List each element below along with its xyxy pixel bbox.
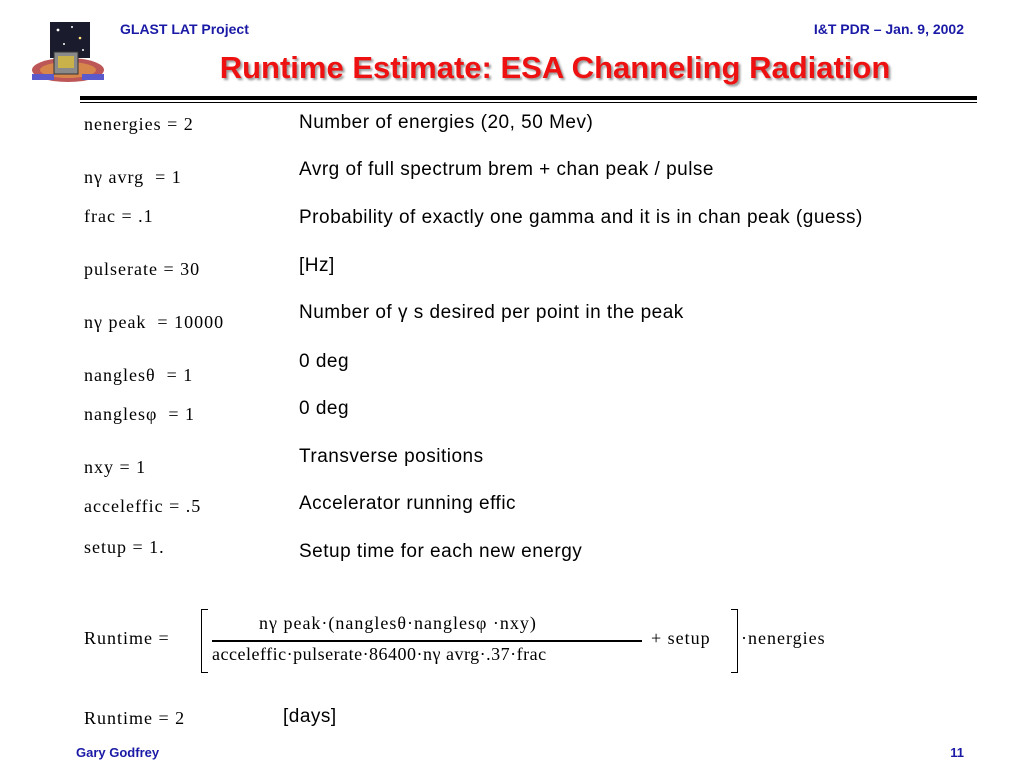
param-nenergies: nenergies = 2	[84, 114, 194, 134]
formula-times-nenergies: ·nenergies	[741, 628, 826, 648]
param-pulserate-desc: [Hz]	[299, 255, 335, 276]
title-divider-thick	[80, 96, 977, 100]
param-ngamma-avrg-desc: Avrg of full spectrum brem + chan peak / pulse	[299, 159, 714, 180]
param-pulserate: pulserate = 30	[84, 259, 201, 279]
param-setup: setup = 1.	[84, 537, 165, 557]
param-ngamma-avrg: nγ avrg = 1	[84, 167, 182, 187]
slide-title: Runtime Estimate: ESA Channeling Radiation	[219, 50, 891, 85]
formula-numerator: nγ peak·(nanglesθ·nanglesφ ·nxy)	[259, 613, 537, 633]
param-acceleffic-desc: Accelerator running effic	[299, 493, 517, 514]
param-nxy-desc: Transverse positions	[299, 446, 484, 467]
param-nenergies-desc: Number of energies (20, 50 Mev)	[299, 112, 594, 133]
param-ngamma-peak-desc: Number of γ s desired per point in the peak	[299, 302, 684, 323]
param-nangles-theta-desc: 0 deg	[299, 351, 350, 372]
param-nangles-phi-desc: 0 deg	[299, 398, 350, 419]
formula-denominator: acceleffic·pulserate·86400·nγ avrg·.37·frac	[212, 644, 547, 664]
formula-label: Runtime =	[84, 628, 170, 648]
param-nxy: nxy = 1	[84, 457, 147, 477]
formula-plus-setup: + setup	[651, 628, 711, 648]
param-nangles-theta: nanglesθ = 1	[84, 365, 194, 385]
glast-logo	[28, 18, 114, 92]
header-project: GLAST LAT Project	[120, 21, 249, 37]
formula-left-bracket	[201, 609, 208, 673]
param-frac: frac = .1	[84, 206, 154, 226]
param-acceleffic: acceleffic = .5	[84, 496, 202, 516]
param-ngamma-peak: nγ peak = 10000	[84, 312, 225, 332]
runtime-formula	[84, 606, 864, 674]
footer-page-number: 11	[950, 745, 964, 760]
logo-solar-panel	[32, 74, 54, 80]
runtime-result: Runtime = 2	[84, 708, 186, 728]
runtime-result-unit: [days]	[283, 706, 337, 727]
header-date: I&T PDR – Jan. 9, 2002	[813, 21, 964, 37]
footer-author: Gary Godfrey	[76, 745, 160, 760]
param-nangles-phi: nanglesφ = 1	[84, 404, 196, 424]
formula-right-bracket	[731, 609, 738, 673]
param-frac-desc: Probability of exactly one gamma and it is in chan peak (guess)	[299, 207, 863, 228]
title-divider-thin	[80, 102, 977, 103]
param-setup-desc: Setup time for each new energy	[299, 541, 583, 562]
formula-fraction-bar	[212, 640, 642, 642]
